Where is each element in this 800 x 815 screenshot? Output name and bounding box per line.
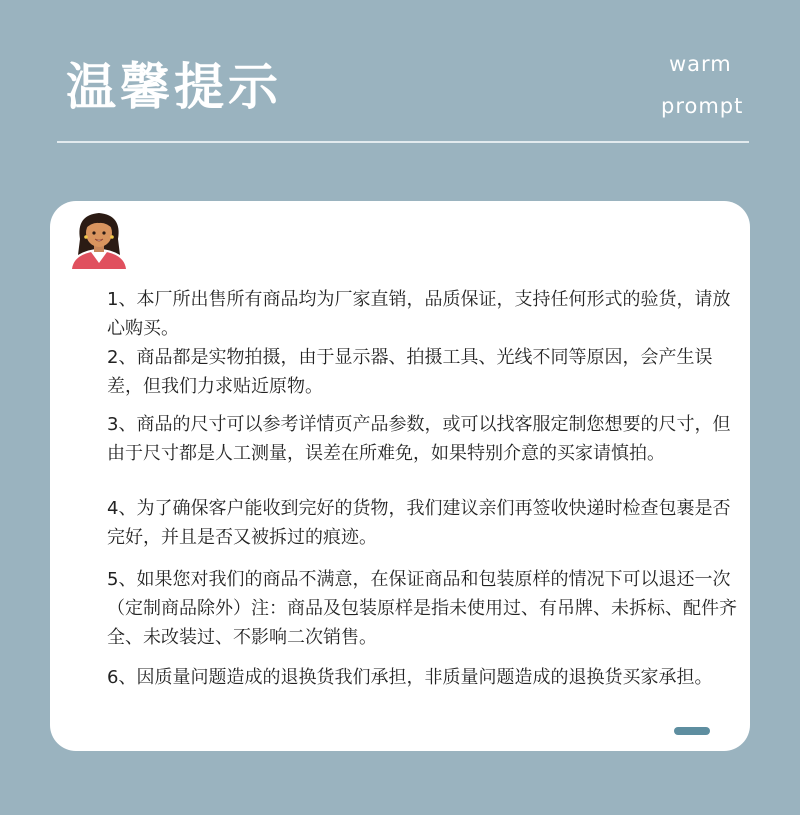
header-divider <box>57 141 749 143</box>
notice-item-6: 6、因质量问题造成的退换货我们承担，非质量问题造成的退换货买家承担。 <box>107 667 713 688</box>
page-title: 温馨提示 <box>66 58 282 116</box>
notice-item-5: 5、如果您对我们的商品不满意，在保证商品和包装原样的情况下可以退还一次（定制商品除外）注：商品及包装原样是指未使用过、有吊牌、未拆标、配件齐全、未改装过、不影响二次销售。 <box>107 569 737 648</box>
notice-item-4: 4、为了确保客户能收到完好的货物，我们建议亲们再签收快递时检查包裹是否完好，并且是否又被拆过的痕迹。 <box>107 498 731 548</box>
subtitle-warm: warm <box>669 52 732 76</box>
scroll-indicator <box>674 727 710 735</box>
notice-item-3: 3、商品的尺寸可以参考详情页产品参数，或可以找客服定制您想要的尺寸，但由于尺寸都是人工测量，误差在所难免，如果特别介意的买家请慎拍。 <box>107 414 731 464</box>
subtitle-prompt: prompt <box>661 94 744 118</box>
notice-item-2: 2、商品都是实物拍摄，由于显示器、拍摄工具、光线不同等原因，会产生误差，但我们力求贴近原物。 <box>107 347 713 397</box>
woman-avatar-icon <box>70 209 128 269</box>
notice-item-1: 1、本厂所出售所有商品均为厂家直销，品质保证，支持任何形式的验货，请放心购买。 <box>107 289 731 339</box>
